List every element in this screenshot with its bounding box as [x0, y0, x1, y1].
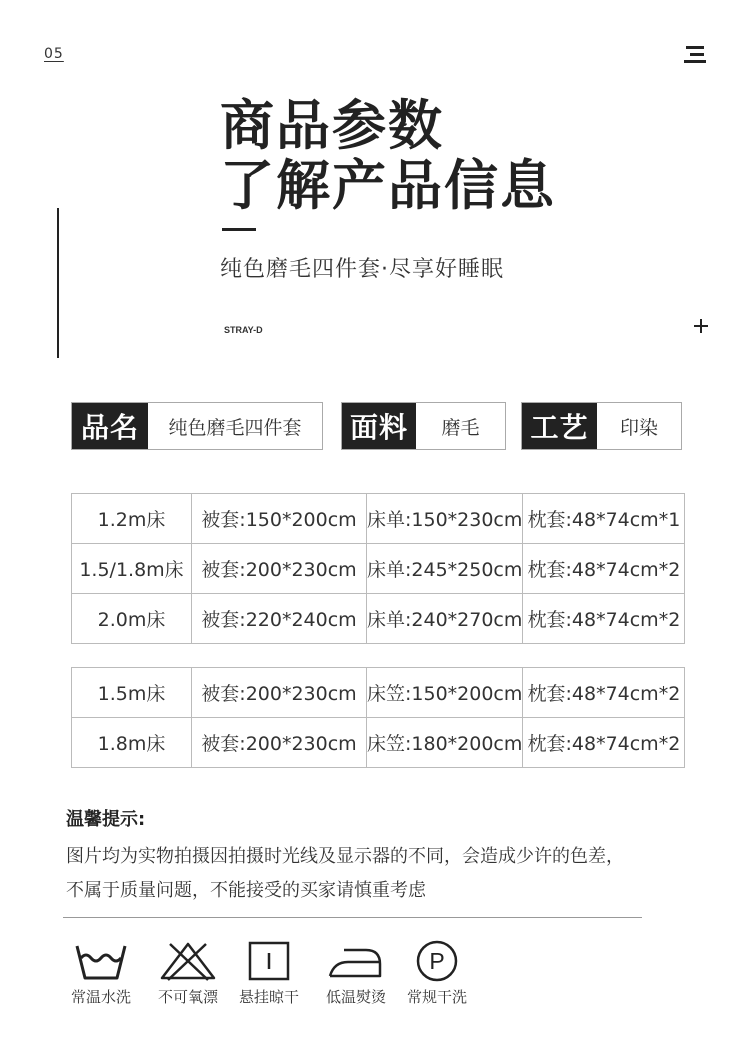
- care-item-hang-dry: [230, 940, 308, 1007]
- wash-basin-icon: [71, 940, 131, 982]
- low-iron-icon: [326, 940, 386, 982]
- care-item-low-iron: [316, 940, 396, 1007]
- divider: [63, 917, 642, 918]
- duvet-cell: 被套:150*200cm: [192, 494, 367, 544]
- table-row: [72, 668, 685, 718]
- duvet-cell: 被套:200*230cm: [192, 668, 367, 718]
- duvet-cell: 被套:200*230cm: [192, 544, 367, 594]
- care-label: 常温水洗: [70, 988, 131, 1006]
- attribute-key: 工艺: [522, 403, 597, 449]
- care-label: 悬挂晾干: [238, 988, 299, 1006]
- size-cell: 2.0m床: [72, 594, 192, 644]
- duvet-cell: 被套:220*240cm: [192, 594, 367, 644]
- tips-text-line1: 图片均为实物拍摄因拍摄时光线及显示器的不同，会造成少许的色差，: [66, 846, 624, 867]
- care-label: 不可氧漂: [157, 988, 218, 1006]
- spec-table-sheets: [71, 493, 685, 644]
- page-title: 商品参数: [220, 94, 444, 157]
- attribute-key: 面料: [342, 403, 416, 449]
- table-row: [72, 594, 685, 644]
- duvet-cell: 被套:200*230cm: [192, 718, 367, 768]
- tips-title: 温馨提示:: [66, 809, 146, 830]
- sheet-cell: 床单:240*270cm: [367, 594, 523, 644]
- spec-table-fitted: [71, 667, 685, 768]
- care-item-no-bleach: [148, 940, 228, 1007]
- pillowcase-cell: 枕套:48*74cm*2: [523, 668, 685, 718]
- size-cell: 1.2m床: [72, 494, 192, 544]
- title-divider: [222, 228, 256, 231]
- size-cell: 1.8m床: [72, 718, 192, 768]
- attribute-value: 磨毛: [441, 416, 480, 439]
- attribute-fabric: [341, 402, 506, 450]
- attribute-product-name: [71, 402, 323, 450]
- fitted-sheet-cell: 床笠:150*200cm: [367, 668, 523, 718]
- attribute-value: 印染: [619, 416, 658, 439]
- brand-label: STRAY-D: [224, 325, 263, 335]
- care-item-dry-clean: [398, 940, 476, 1007]
- table-row: [72, 718, 685, 768]
- menu-icon[interactable]: [684, 46, 706, 64]
- plus-icon: [694, 319, 708, 333]
- tips-text-line2: 不属于质量问题，不能接受的买家请慎重考虑: [66, 880, 426, 901]
- care-label: 常规干洗: [406, 988, 467, 1006]
- attribute-value: 纯色磨毛四件套: [168, 416, 302, 439]
- no-bleach-icon: [158, 940, 218, 982]
- care-label: 低温熨烫: [325, 988, 386, 1006]
- attribute-craft: [521, 402, 682, 450]
- dry-clean-symbol: P: [429, 948, 445, 974]
- sheet-cell: 床单:150*230cm: [367, 494, 523, 544]
- table-row: [72, 494, 685, 544]
- attribute-key: 品名: [72, 403, 148, 449]
- dry-clean-p-icon: [407, 940, 467, 982]
- pillowcase-cell: 枕套:48*74cm*2: [523, 718, 685, 768]
- sheet-cell: 床单:245*250cm: [367, 544, 523, 594]
- care-item-wash: [62, 940, 140, 1007]
- pillowcase-cell: 枕套:48*74cm*2: [523, 594, 685, 644]
- hang-dry-icon: [239, 940, 299, 982]
- fitted-sheet-cell: 床笠:180*200cm: [367, 718, 523, 768]
- pillowcase-cell: 枕套:48*74cm*1: [523, 494, 685, 544]
- table-row: [72, 544, 685, 594]
- page-title-secondary: 了解产品信息: [220, 154, 556, 217]
- subtitle: 纯色磨毛四件套·尽享好睡眠: [220, 257, 504, 282]
- decorative-vertical-line: [57, 208, 59, 358]
- size-cell: 1.5/1.8m床: [72, 544, 192, 594]
- pillowcase-cell: 枕套:48*74cm*2: [523, 544, 685, 594]
- page-number: 05: [44, 46, 64, 62]
- size-cell: 1.5m床: [72, 668, 192, 718]
